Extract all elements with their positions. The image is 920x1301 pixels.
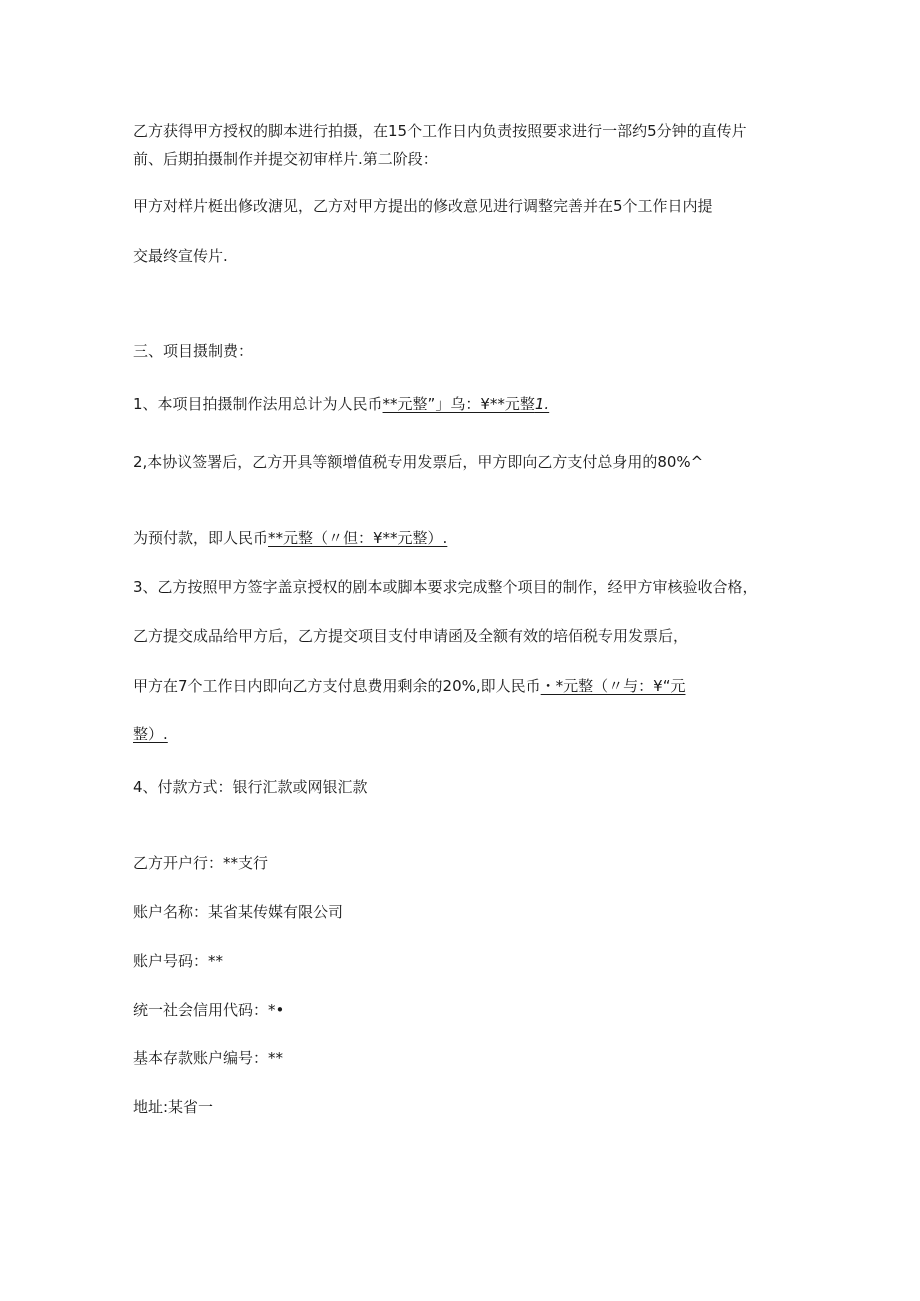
fee-item-1-suffix: 1. xyxy=(534,395,550,413)
stage-text-line-4: 交最终宣传片. xyxy=(133,247,228,265)
section-heading: 三、项目摄制费： xyxy=(133,342,254,360)
payment-method: 4、付款方式：银行汇款或网银汇款 xyxy=(133,778,368,796)
fee-item-3-line-2: 乙方提交成品给甲方后，乙方提交项目支付申请函及全额有效的培佰税专用发票后， xyxy=(133,627,689,645)
stage-text-line-3: 甲方对样片梃出修改溏见，乙方对甲方提出的修改意见进行调整完善并在5个工作日内提 xyxy=(133,197,713,215)
fee-item-3-line-1: 3、乙方按照甲方签字盖京授权的剧本或脚本要求完成整个项目的制作，经甲方审核验收合格， xyxy=(133,578,758,596)
fee-item-3-prefix: 甲方在7个工作日内即向乙方支付息费用剩余的20%,即人民币 xyxy=(133,677,541,695)
fee-item-2-prefix: 为预付款，即人民币 xyxy=(133,529,269,547)
fee-item-2-amount: **元整（〃但：¥**元整）. xyxy=(268,529,448,547)
fee-item-3-line-4 xyxy=(133,724,168,744)
fee-item-3-line-3 xyxy=(133,676,685,696)
fee-item-2-line-2 xyxy=(133,528,447,548)
fee-item-1-prefix: 1、本项目拍摄制作法用总计为人民币 xyxy=(133,395,383,413)
account-number: 账户号码：** xyxy=(133,952,224,970)
credit-code: 统一社会信用代码：*• xyxy=(133,1001,285,1019)
fee-item-1-amount: **元整”」乌：¥**元整 xyxy=(382,395,535,413)
address: 地址:某省一 xyxy=(133,1098,214,1116)
bank-name: 乙方开户行：**支行 xyxy=(133,854,269,872)
fee-item-2-line-1: 2,本协议签署后，乙方开具等额增值税专用发票后，甲方即向乙方支付总身用的80%^ xyxy=(133,453,704,471)
basic-account-number: 基本存款账户编号：** xyxy=(133,1049,284,1067)
fee-item-1 xyxy=(133,394,549,414)
stage-text-line-2: 前、后期拍摄制作并提交初审样片.第二阶段： xyxy=(133,150,438,168)
stage-text-line-1: 乙方获得甲方授权的脚本进行拍摄，在15个工作日内负责按照要求进行一部约5分钟的直传片 xyxy=(133,122,747,140)
fee-item-3-amount: ・*元整（〃与：¥“元 xyxy=(540,677,686,695)
account-name: 账户名称：某省某传媒有限公司 xyxy=(133,903,344,921)
fee-item-3-amount-end: 整）. xyxy=(133,725,168,743)
